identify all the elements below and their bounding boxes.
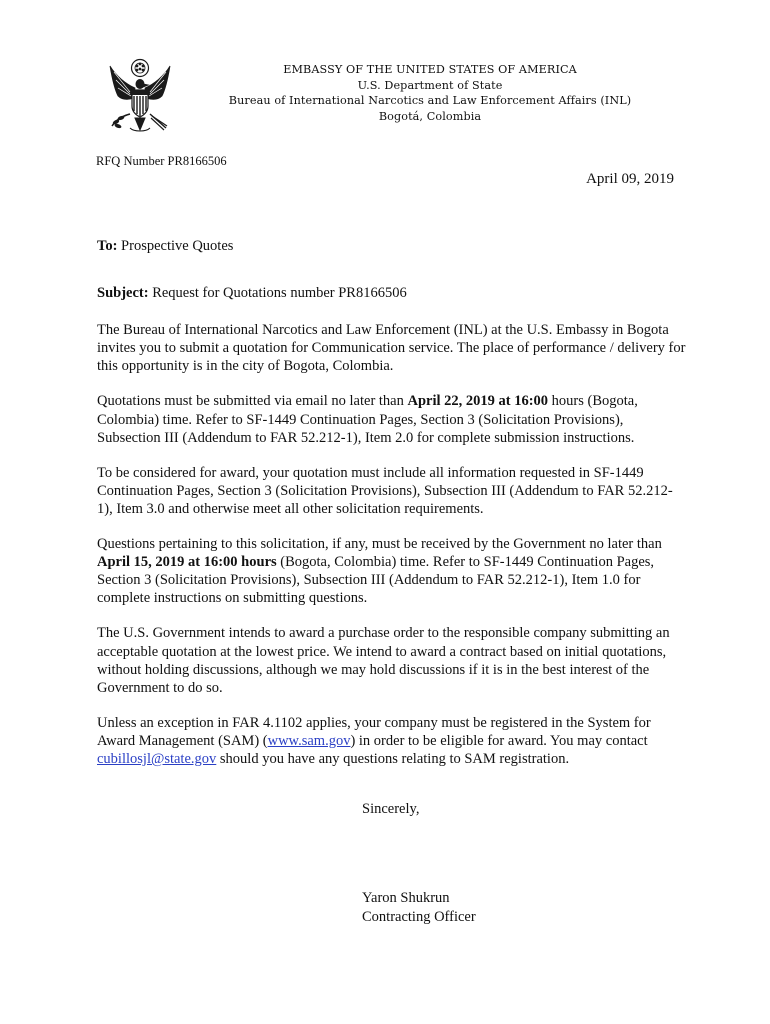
letterhead-location: Bogotá, Colombia: [378, 109, 482, 123]
letterhead-bureau: Bureau of International Narcotics and Law Enforcement Affairs (INL): [228, 94, 632, 107]
recipient-line: [97, 237, 687, 255]
p6-text-b: ) in order to be eligible for award. You may contact: [350, 732, 648, 749]
paragraph-award-requirements: To be considered for award, your quotation must include all information requested in SF-1449 Continuation Pages, Section 3 (Solicitation Provisions), Subsection III (Addendum to FAR 52.212-1), Item 3.0 and otherwise meet all other solicitation requirements.: [97, 464, 673, 517]
p4-text-start: Questions pertaining to this solicitation, if any, must be received by the Government no later than: [97, 536, 662, 553]
paragraph-intro: The Bureau of International Narcotics and Law Enforcement (INL) at the U.S. Embassy in Bogota invites you to submit a quotation for Communication service. The place of performance / delivery for this opportunity is in the city of Bogota, Colombia.: [97, 322, 686, 375]
submission-deadline: April 22, 2019 at 16:00: [407, 393, 549, 410]
subject-line: [97, 284, 687, 302]
p6-text-c: should you have any questions relating to SAM registration.: [216, 750, 570, 767]
p6-text-a: Unless an exception in FAR 4.1102 applies, your company must be registered in the System for Award Management (SAM) (: [97, 714, 651, 749]
subject-label: Subject:: [97, 285, 149, 302]
paragraph-questions-deadline: [97, 535, 687, 607]
to-value: Prospective Quotes: [117, 238, 234, 254]
paragraph-sam-registration: [97, 714, 687, 768]
rfq-number: RFQ Number PR8166506: [96, 154, 227, 168]
contact-email-link[interactable]: cubillosjl@state.gov: [97, 750, 217, 767]
signer-title: Contracting Officer: [362, 908, 476, 925]
subject-value: Request for Quotations number PR8166506: [148, 285, 407, 302]
closing-salutation: Sincerely,: [362, 801, 420, 817]
p2-text-start: Quotations must be submitted via email no later than: [97, 393, 408, 410]
paragraph-submission-deadline: [97, 392, 687, 446]
signature-block: [362, 889, 476, 926]
to-label: To:: [97, 238, 118, 254]
letter-date: April 09, 2019: [586, 171, 674, 187]
us-great-seal-eagle-icon: [104, 58, 176, 140]
letterhead-embassy: EMBASSY OF THE UNITED STATES OF AMERICA: [283, 63, 577, 76]
p2-text-end: hours (Bogota, Colombia) time. Refer to SF-1449 Continuation Pages, Section 3 (Solicitation Provisions), Subsection III (Addendum to FAR 52.212-1), Item 2.0 for complete submission instructions.: [97, 393, 638, 446]
paragraph-award-intent: The U.S. Government intends to award a purchase order to the responsible company submitting an acceptable quotation at the lowest price. We intend to award a contract based on initial quotations, without holding discussions, although we may hold discussions if it is in the best interest of the Government to do so.: [97, 625, 670, 696]
letterhead-department: U.S. Department of State: [357, 78, 503, 92]
questions-deadline: April 15, 2019 at 16:00 hours: [97, 554, 277, 571]
sam-website-link[interactable]: www.sam.gov: [267, 732, 351, 749]
p4-text-end: (Bogota, Colombia) time. Refer to SF-1449 Continuation Pages, Section 3 (Solicitation Provisions), Subsection III (Addendum to FAR 52.212-1), Item 1.0 for complete instructions on submitting questions.: [97, 554, 655, 607]
letterhead: [220, 62, 640, 124]
signer-name: Yaron Shukrun: [362, 890, 450, 906]
letter-body: [97, 237, 687, 785]
